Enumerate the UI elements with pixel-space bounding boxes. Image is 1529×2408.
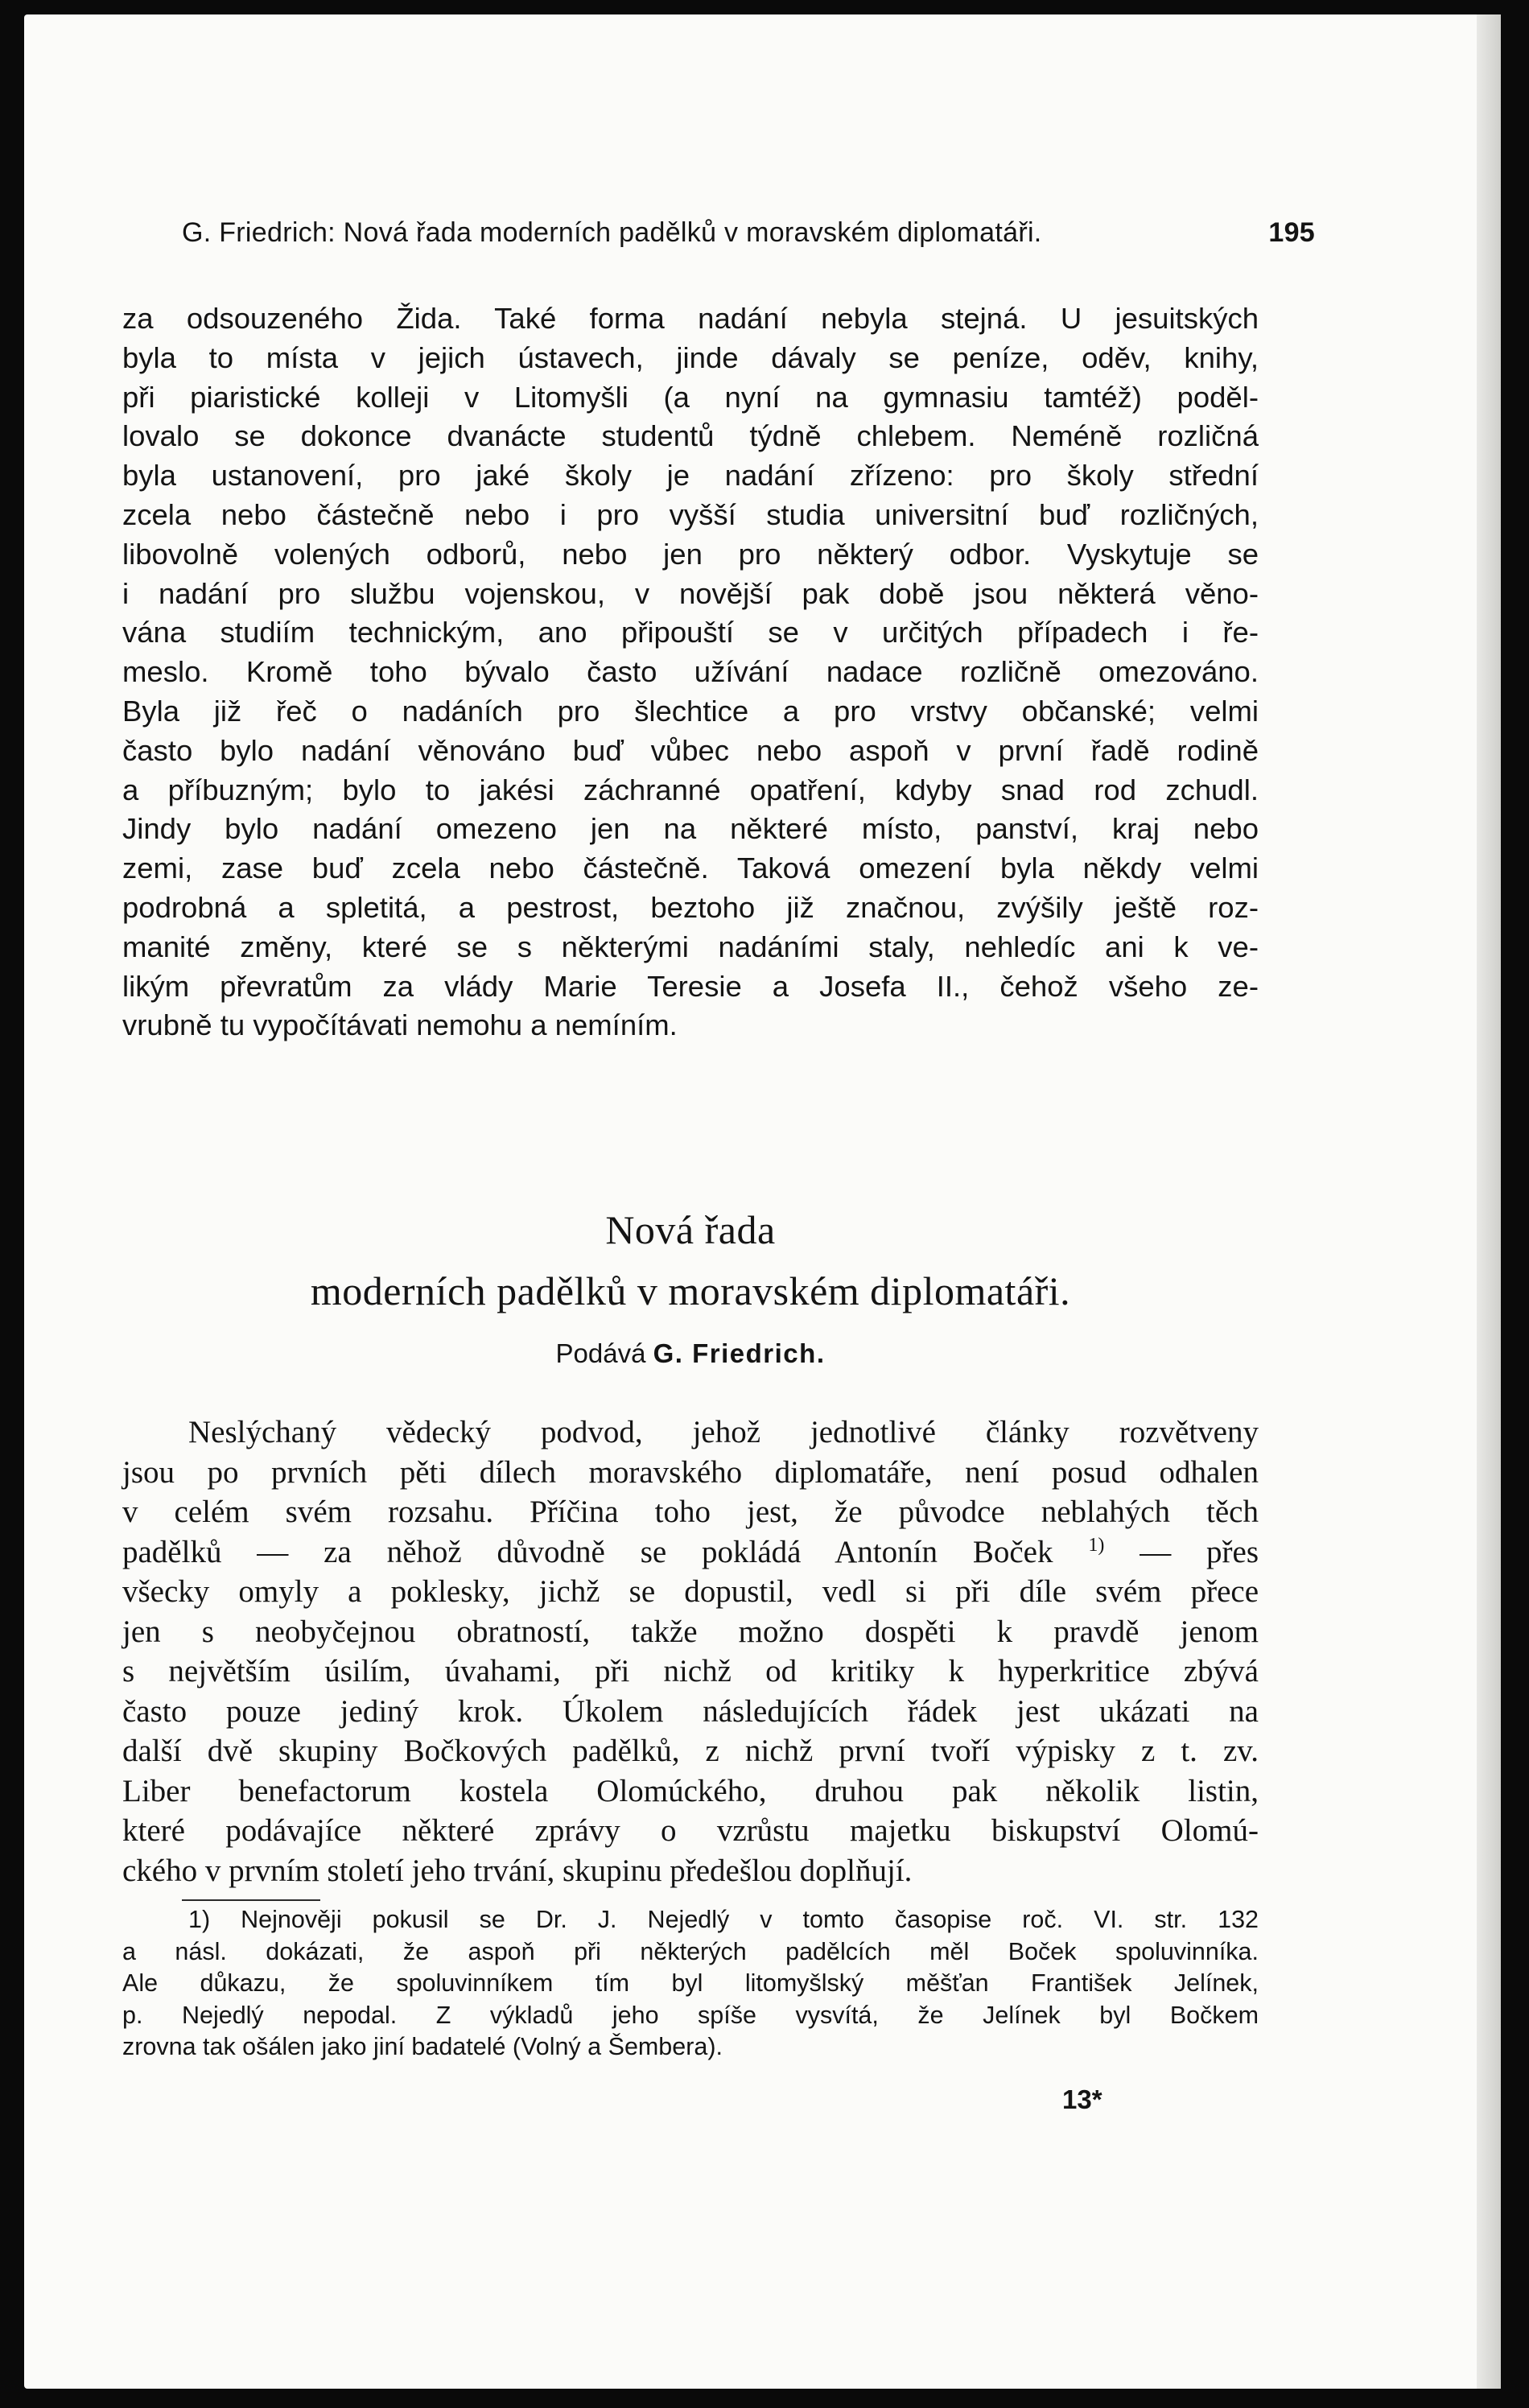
page-edge xyxy=(1477,14,1501,2389)
footnote-line xyxy=(122,1904,1259,1936)
footnote-marker: 1) xyxy=(188,1906,211,1933)
footnote-line: a násl. dokázati, že aspoň při některých padělcích měl Boček spoluvinníka. xyxy=(122,1937,1259,1965)
article-paragraph xyxy=(122,1412,1259,1891)
text-line: často pouze jediný krok. Úkolem následujících řádek jest ukázati na xyxy=(122,1693,1259,1729)
text-line: libovolně volených odborů, nebo jen pro některý odbor. Vyskytuje se xyxy=(122,537,1259,571)
text-line: a příbuzným; bylo to jakési záchranné opatření, kdyby snad rod zchudl. xyxy=(122,773,1259,806)
text-line: jsou po prvních pěti dílech moravského diplomatáře, není posud odhalen xyxy=(122,1454,1259,1490)
article-byline xyxy=(122,1336,1259,1371)
text-fragment: padělků — za něhož důvodně se pokládá Antonín Boček xyxy=(122,1534,1053,1569)
text-line: vrubně tu vypočítávati nemohu a nemíním. xyxy=(122,1008,678,1042)
footnote-line: p. Nejedlý nepodal. Z výkladů jeho spíše vysvítá, že Jelínek byl Bočkem xyxy=(122,2001,1259,2029)
running-header xyxy=(182,217,1315,249)
byline-prefix: Podává xyxy=(555,1338,646,1368)
text-line: vána studiím technickým, ano připouští se v určitých případech i ře- xyxy=(122,616,1259,649)
footnote-line: zrovna tak ošálen jako jiní badatelé (Volný a Šembera). xyxy=(122,2033,723,2060)
text-line: lovalo se dokonce dvanácte studentů týdně chlebem. Neméně rozličná xyxy=(122,419,1259,453)
text-line: byla to místa v jejich ústavech, jinde dávaly se peníze, oděv, knihy, xyxy=(122,340,1259,374)
text-line: Liber benefactorum kostela Olomúckého, druhou pak několik listin, xyxy=(122,1773,1259,1808)
article-title-line2: moderních padělků v moravském diplomatáři. xyxy=(310,1268,1071,1313)
byline-author: G. Friedrich. xyxy=(653,1338,826,1368)
article-title-line1: Nová řada xyxy=(605,1207,776,1252)
text-line: zemi, zase buď zcela nebo částečně. Taková omezení byla někdy velmi xyxy=(122,851,1259,885)
signature-mark: 13* xyxy=(1062,2084,1102,2114)
text-fragment: — přes xyxy=(1140,1534,1259,1569)
text-line: všecky omyly a poklesky, jichž se dopustil, vedl si při díle svém přece xyxy=(122,1574,1259,1609)
text-line: ckého v prvním století jeho trvání, skupinu předešlou doplňují. xyxy=(122,1853,913,1888)
text-line: další dvě skupiny Bočkových padělků, z nichž první tvoří výpisky z t. zv. xyxy=(122,1734,1259,1768)
footnote-reference[interactable]: 1) xyxy=(1088,1534,1105,1556)
text-line: meslo. Kromě toho bývalo často užívání nadace rozličně omezováno. xyxy=(122,655,1259,689)
page-number: 195 xyxy=(1268,217,1315,248)
text-line: při piaristické kolleji v Litomyšli (a nyní na gymnasiu tamtéž) poděl- xyxy=(122,380,1259,414)
text-line: s největším úsilím, úvahami, při nichž od kritiky k hyperkritice zbývá xyxy=(122,1654,1259,1688)
text-line: byla ustanovení, pro jaké školy je nadání zřízeno: pro školy střední xyxy=(122,459,1259,493)
text-line: likým převratům za vlády Marie Teresie a Josefa II., čehož všeho ze- xyxy=(122,969,1259,1003)
footnote-rule xyxy=(182,1899,320,1901)
text-line: manité změny, které se s některými nadáními staly, nehledíc ani k ve- xyxy=(122,930,1259,963)
text-line: které podávajíce některé zprávy o vzrůstu majetku biskupství Olomú- xyxy=(122,1813,1259,1848)
text-line: v celém svém rozsahu. Příčina toho jest, že původce neblahých těch xyxy=(122,1495,1259,1529)
text-line: za odsouzeného Žida. Také forma nadání nebyla stejná. U jesuitských xyxy=(122,302,1259,335)
footnote xyxy=(122,1904,1259,2064)
footnote-text: Nejnověji pokusil se Dr. J. Nejedlý v tomto časopise roč. VI. str. 132 xyxy=(241,1906,1259,1933)
footnote-line: Ale důkazu, že spoluvinníkem tím byl litomyšlský měšťan František Jelínek, xyxy=(122,1969,1259,1997)
text-line: Jindy bylo nadání omezeno jen na některé místo, panství, kraj nebo xyxy=(122,812,1259,846)
continued-paragraph xyxy=(122,299,1259,1045)
text-line: zcela nebo částečně nebo i pro vyšší studia universitní buď rozličných, xyxy=(122,497,1259,531)
text-line: často bylo nadání věnováno buď vůbec nebo aspoň v první řadě rodině xyxy=(122,733,1259,767)
text-line: Neslýchaný vědecký podvod, jehož jednotlivé články rozvětveny xyxy=(188,1415,1259,1449)
text-line: i nadání pro službu vojenskou, v novější pak době jsou některá věno- xyxy=(122,576,1259,610)
text-line: podrobná a spletitá, a pestrost, beztoho již značnou, zvýšily ještě roz- xyxy=(122,890,1259,924)
text-line: Byla již řeč o nadáních pro šlechtice a pro vrstvy občanské; velmi xyxy=(122,694,1259,728)
running-title: G. Friedrich: Nová řada moderních padělků v moravském diplomatáři. xyxy=(182,217,1042,248)
text-line-with-footnote xyxy=(122,1532,1259,1573)
text-line: jen s neobyčejnou obratností, takže možno dospěti k pravdě jenom xyxy=(122,1614,1259,1649)
